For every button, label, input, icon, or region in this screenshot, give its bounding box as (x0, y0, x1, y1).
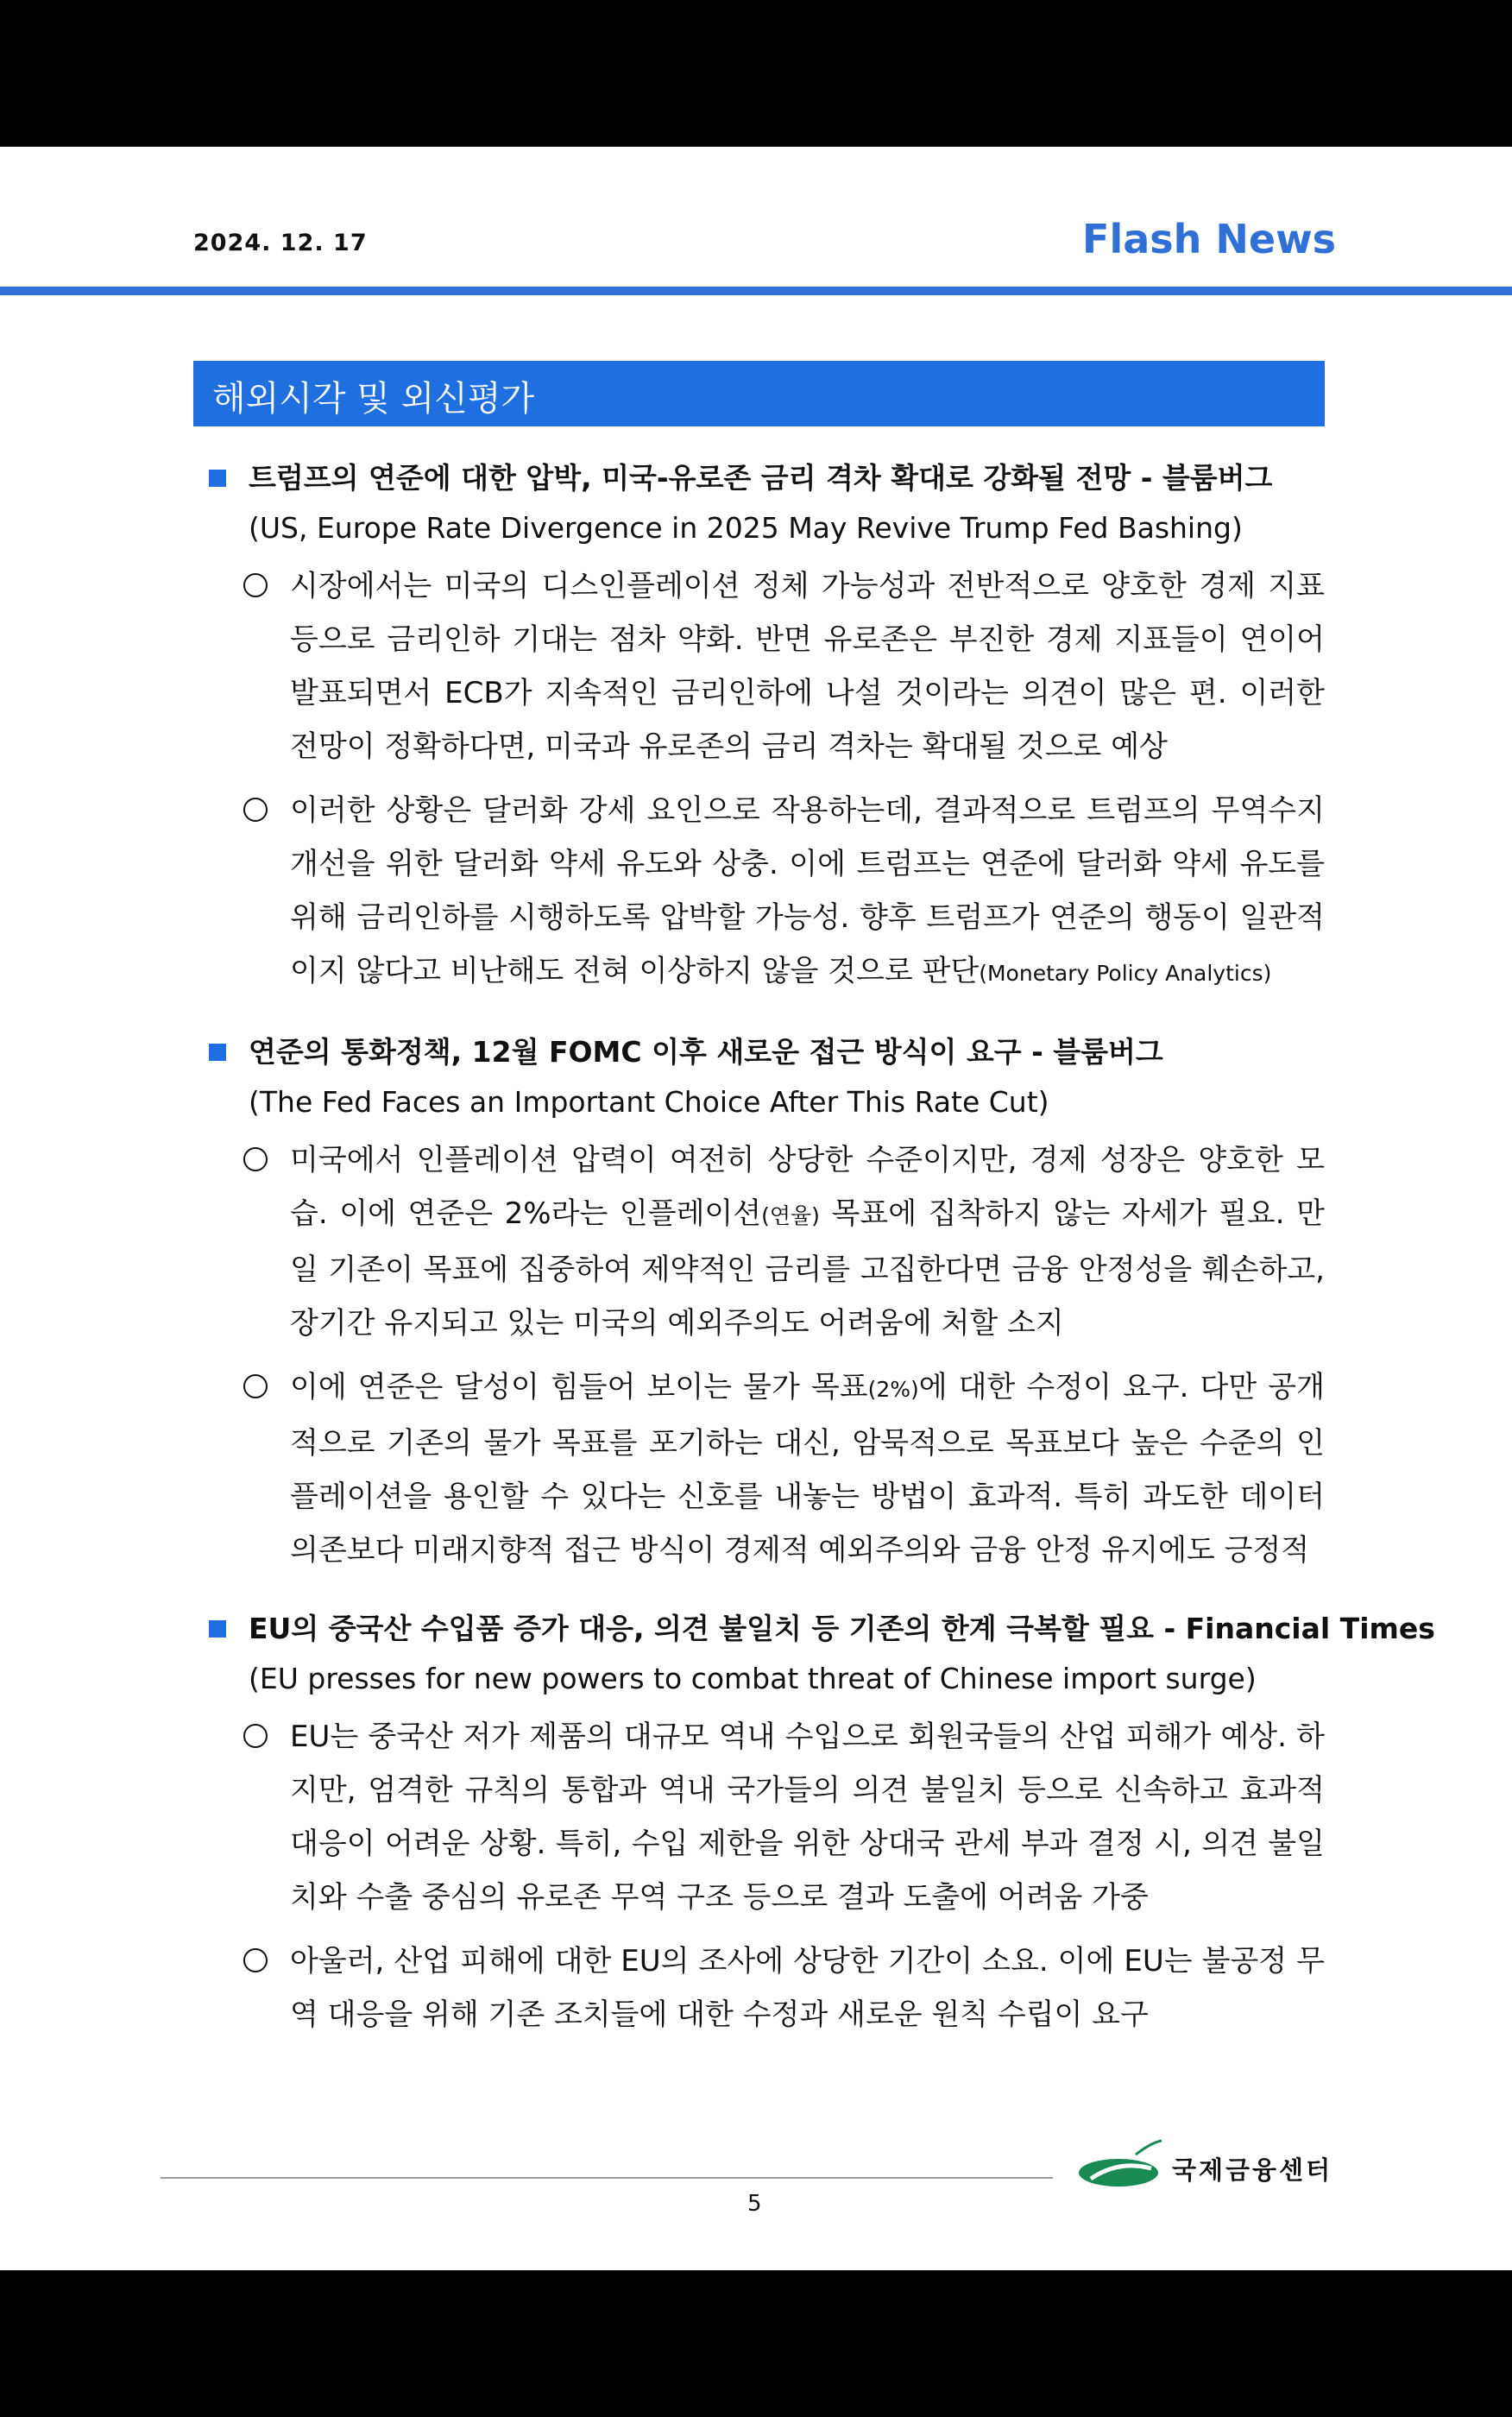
headline-text: 연준의 통화정책, 12월 FOMC 이후 새로운 접근 방식이 요구 - 블룸버그 (249, 1035, 1163, 1069)
square-bullet-icon (209, 470, 226, 487)
footer-divider (161, 2177, 1053, 2179)
paragraph-text: 목표에 집착하지 않는 자세가 필요. 만일 기존이 목표에 집중하여 제약적인 금리를 고집한다면 금융 안정성을 훼손하고, 장기간 유지되고 있는 미국의 예외주의도 어려움에 처할 소지 (290, 1196, 1326, 1341)
paragraph-text: 에 대한 수정이 요구. 다만 공개적으로 기존의 물가 목표를 포기하는 대신, 암묵적으로 목표보다 높은 수준의 인플레이션을 용인할 수 있다는 신호를 내놓는 방법이 효과적. 특히 과도한 데이터 의존보다 미래지향적 접근 방식이 경제적 예외주의와 금융 안정 유지에도 긍정적 (290, 1370, 1325, 1568)
page-number: 5 (747, 2191, 762, 2217)
circle-bullet-icon (243, 798, 268, 822)
news-item (193, 1608, 1435, 2042)
header-divider (0, 287, 1512, 295)
report-brand: Flash News (1082, 216, 1336, 262)
square-bullet-icon (209, 1044, 226, 1061)
paragraph-text: 이에 연준은 달성이 힘들어 보이는 물가 목표 (290, 1370, 868, 1404)
summary-paragraph (193, 784, 1325, 1000)
source-article-title: (US, Europe Rate Divergence in 2025 May Revive Trump Fed Bashing) (249, 511, 1243, 545)
source-article-title: (EU presses for new powers to combat threat of Chinese import surge) (249, 1662, 1257, 1695)
source-note: (Monetary Policy Analytics) (979, 961, 1272, 986)
report-date: 2024. 12. 17 (193, 230, 368, 256)
paragraph-text: 이러한 상황은 달러화 강세 요인으로 작용하는데, 결과적으로 트럼프의 무역수지 개선을 위한 달러화 약세 유도와 상충. 이에 트럼프는 연준에 달러화 약세 유도를 위해 금리인하를 시행하도록 압박할 가능성. 향후 트럼프가 연준의 행동이 일관적이지 않다고 비난해도 전혀 이상하지 않을 것으로 판단 (290, 793, 1325, 988)
circle-bullet-icon (243, 1374, 268, 1398)
headline-text: 트럼프의 연준에 대한 압박, 미국-유로존 금리 격차 확대로 강화될 전망 - 블룸버그 (249, 461, 1273, 495)
circle-bullet-icon (243, 1147, 268, 1171)
document-page (0, 147, 1512, 2270)
section-title: 해외시각 및 외신평가 (212, 379, 535, 419)
paragraph-text: EU는 중국산 저가 제품의 대규모 역내 수입으로 회원국들의 산업 피해가 예상. 하지만, 엄격한 규칙의 통합과 역내 국가들의 의견 불일치 등으로 신속하고 효과적 대응이 어려운 상황. 특히, 수입 제한을 위한 상대국 관세 부과 결정 시, 의견 불일치와 수출 중심의 유로존 무역 구조 등으로 결과 도출에 어려움 가중 (290, 1720, 1325, 1915)
kcif-logo-icon (1075, 2134, 1170, 2203)
summary-paragraph (193, 1934, 1325, 2042)
news-list (193, 458, 1435, 2073)
news-headline (193, 1608, 1435, 1650)
section-header (193, 361, 1325, 426)
paragraph-text: 시장에서는 미국의 디스인플레이션 정체 가능성과 전반적으로 양호한 경제 지표 등으로 금리인하 기대는 점차 약화. 반면 유로존은 부진한 경제 지표들이 연이어 발표되면서 ECB가 지속적인 금리인하에 나설 것이라는 의견이 많은 편. 이러한 전망이 정확하다면, 미국과 유로존의 금리 격차는 확대될 것으로 예상 (290, 569, 1325, 764)
source-article-title: (The Fed Faces an Important Choice After This Rate Cut) (249, 1085, 1049, 1119)
square-bullet-icon (209, 1620, 226, 1638)
summary-paragraph (193, 1360, 1325, 1577)
summary-paragraph (193, 559, 1325, 773)
inline-note: (2%) (867, 1377, 919, 1402)
paragraph-text: 미국에서 인플레이션 압력이 여전히 상당한 수준이지만, 경제 성장은 양호한 모습. 이에 연준은 2%라는 인플레이션 (290, 1143, 1325, 1231)
circle-bullet-icon (243, 1948, 268, 1972)
inline-note: (연율) (761, 1203, 820, 1228)
news-headline (193, 1032, 1325, 1073)
summary-paragraph (193, 1710, 1325, 1924)
summary-paragraph (193, 1133, 1325, 1350)
circle-bullet-icon (243, 573, 268, 597)
headline-text: EU의 중국산 수입품 증가 대응, 의견 불일치 등 기존의 한계 극복할 필요 - Financial Times (249, 1612, 1435, 1645)
paragraph-text: 아울러, 산업 피해에 대한 EU의 조사에 상당한 기간이 소요. 이에 EU는 불공정 무역 대응을 위해 기존 조치들에 대한 수정과 새로운 원칙 수립이 요구 (290, 1944, 1325, 2032)
news-item (193, 458, 1325, 1000)
circle-bullet-icon (243, 1724, 268, 1748)
news-item (193, 1032, 1325, 1577)
organization-name: 국제금융센터 (1172, 2155, 1333, 2185)
news-headline (193, 458, 1325, 499)
